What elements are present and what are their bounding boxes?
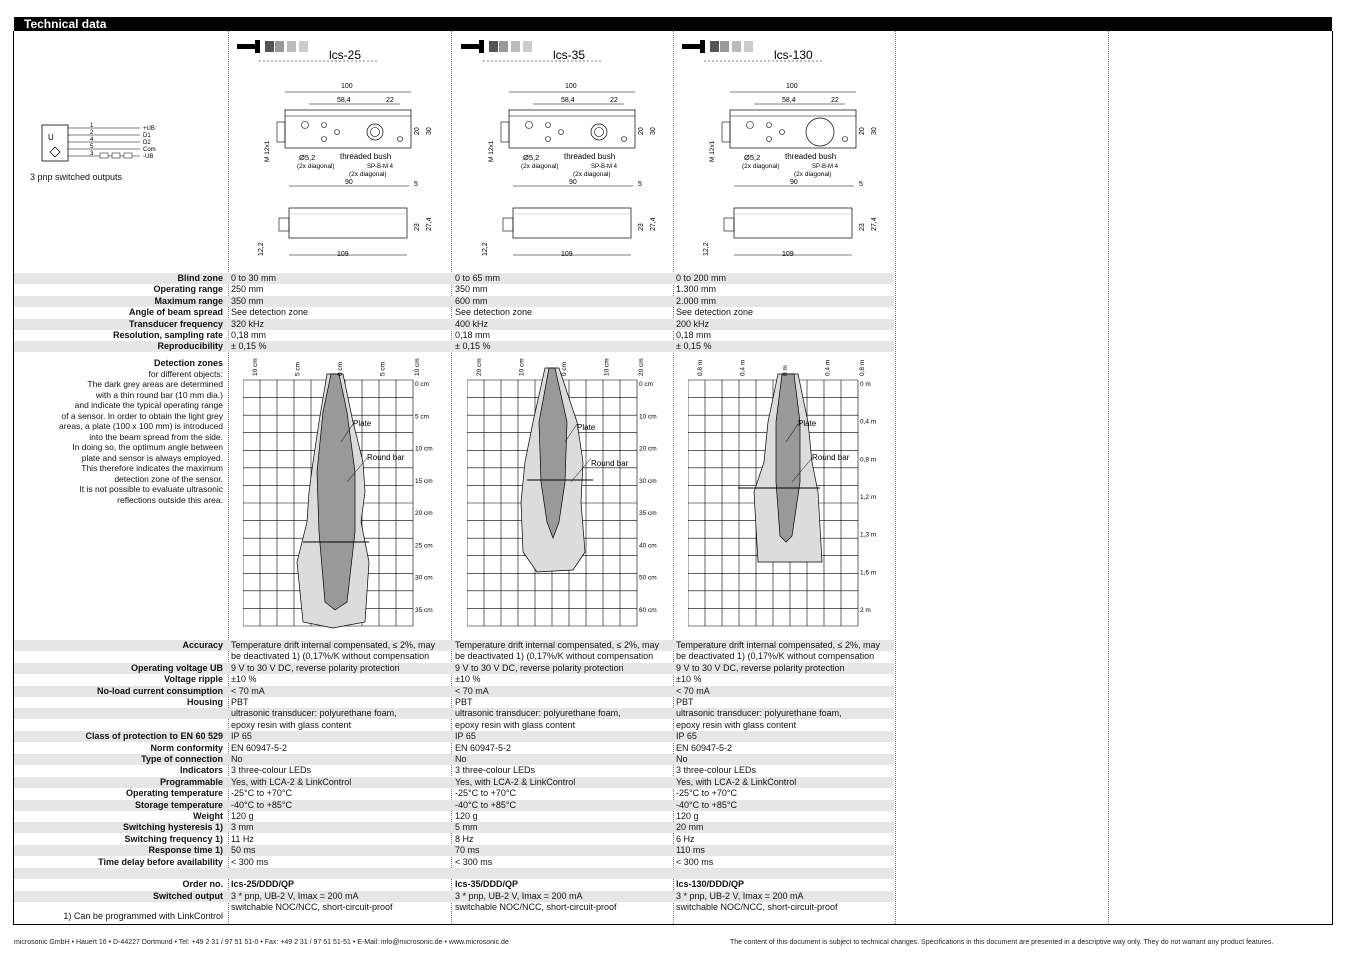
axis-tick-label: 10 cm bbox=[518, 358, 526, 376]
spec-value: Yes, with LCA-2 & LinkControl bbox=[231, 776, 352, 787]
pin-label: 2 bbox=[90, 130, 94, 136]
spec-value: 120 g bbox=[455, 811, 478, 821]
axis-tick-label: 50 cm bbox=[639, 574, 657, 582]
spec-row bbox=[14, 777, 894, 788]
spec-row bbox=[14, 743, 894, 754]
dimension-label: 22 bbox=[831, 97, 839, 104]
axis-tick-label: 5 cm bbox=[294, 361, 302, 376]
spec-value: < 300 ms bbox=[231, 856, 269, 867]
dimension-label: 22 bbox=[386, 97, 394, 104]
spec-value: 350 mm bbox=[455, 284, 488, 295]
axis-tick-label: 0,4 m bbox=[860, 418, 877, 426]
spec-value: lcs-35/DDD/QP bbox=[455, 879, 519, 890]
detection-text-line: The dark grey areas are determined bbox=[87, 379, 223, 389]
spec-row bbox=[14, 708, 894, 719]
spec-row bbox=[14, 720, 894, 731]
dimension-label: 100 bbox=[565, 83, 577, 90]
axis-tick-label: 35 cm bbox=[415, 607, 433, 614]
spec-row bbox=[14, 857, 894, 868]
sensor-icon bbox=[237, 44, 255, 49]
axis-tick-label: 10 cm bbox=[415, 445, 433, 453]
pin-label: 3 bbox=[90, 151, 94, 157]
spec-value: 120 g bbox=[231, 811, 254, 821]
spec-value: be deactivated 1) (0,17%/K without compensation bbox=[231, 651, 430, 662]
dimension-label: Ø5,2 bbox=[299, 153, 316, 162]
spec-value: IP 65 bbox=[676, 731, 697, 742]
detection-description bbox=[30, 358, 223, 505]
dimension-label: (2x diagonal) bbox=[349, 171, 387, 178]
dimension-label: 23 bbox=[414, 223, 421, 231]
spec-value: 0,18 mm bbox=[455, 330, 491, 340]
dimension-label: threaded bush bbox=[564, 152, 616, 161]
spec-value: ultrasonic transducer: polyurethane foam, bbox=[231, 708, 397, 719]
spec-value: No bbox=[676, 754, 688, 764]
dimension-label: SP-B-M 4 bbox=[367, 164, 394, 170]
spec-label: Switching frequency 1) bbox=[124, 833, 223, 844]
detection-zone-chart bbox=[243, 352, 463, 632]
spec-value: 5 mm bbox=[455, 822, 478, 833]
dimension-label: 12,2 bbox=[703, 242, 710, 256]
spec-label: Voltage ripple bbox=[164, 674, 223, 685]
plate-annotation: Plate bbox=[577, 423, 596, 432]
dimension-label: 100 bbox=[341, 83, 353, 90]
dimension-label: 100 bbox=[786, 83, 798, 90]
axis-tick-label: 0 cm bbox=[561, 361, 568, 376]
axis-tick-label: 0 cm bbox=[415, 381, 430, 388]
spec-value: 0 to 200 mm bbox=[676, 273, 727, 283]
spec-value: Temperature drift internal compensated, ≤ 2%, may bbox=[455, 640, 660, 650]
spec-value: 600 mm bbox=[455, 295, 488, 306]
dimension-label: 90 bbox=[569, 179, 577, 186]
spec-label: Switching hysteresis 1) bbox=[122, 822, 223, 833]
spec-value: epoxy resin with glass content bbox=[231, 719, 352, 730]
dimension-label: 23 bbox=[859, 223, 866, 231]
spec-value: -25°C to +70°C bbox=[676, 788, 737, 799]
spec-value: 3 * pnp, UB-2 V, Imax = 200 mA bbox=[231, 890, 359, 901]
top-view bbox=[277, 110, 411, 148]
model-label: lcs-35 bbox=[553, 48, 586, 62]
footer-disclaimer: The content of this document is subject to technical changes. Specifications in this document are presented in a descriptive way only. They do not warrant any product features. bbox=[730, 939, 1274, 946]
axis-tick-label: 0 cm bbox=[639, 381, 654, 388]
spec-value: See detection zone bbox=[455, 307, 533, 318]
spec-row bbox=[14, 731, 894, 742]
spec-row bbox=[14, 296, 894, 307]
spec-label: Blind zone bbox=[177, 273, 223, 283]
axis-tick-label: 20 cm bbox=[639, 445, 657, 453]
detection-text-line: detection zone of the sensor. bbox=[114, 473, 223, 484]
spec-value: 3 * pnp, UB-2 V, Imax = 200 mA bbox=[455, 890, 583, 901]
spec-row bbox=[14, 845, 894, 856]
axis-tick-label: 5 cm bbox=[379, 361, 387, 376]
spec-label: Programmable bbox=[159, 776, 223, 787]
axis-tick-label: 20 cm bbox=[638, 358, 645, 376]
schematic-box-label: U bbox=[48, 133, 54, 142]
spec-value: switchable NOC/NCC, short-circuit-proof bbox=[455, 902, 617, 913]
detection-text-line: and indicate the typical operating range bbox=[74, 400, 223, 410]
dimension-label: 12,2 bbox=[482, 242, 489, 256]
spec-value: IP 65 bbox=[231, 731, 252, 742]
dimension-label: (2x diagonal) bbox=[794, 171, 832, 178]
dimension-label: threaded bush bbox=[340, 152, 392, 161]
spec-row bbox=[14, 868, 894, 879]
dimension-label: 5 bbox=[859, 181, 863, 188]
signal-label: Com bbox=[143, 147, 156, 153]
spec-label: Storage temperature bbox=[134, 799, 223, 810]
spec-value: lcs-130/DDD/QP bbox=[676, 879, 745, 890]
spec-value: 3 mm bbox=[231, 822, 254, 833]
page-title: Technical data bbox=[24, 17, 107, 31]
spec-row bbox=[14, 879, 894, 890]
spec-value: ± 0,15 % bbox=[231, 341, 267, 352]
axis-tick-label: 10 cm bbox=[603, 358, 611, 376]
spec-value: < 70 mA bbox=[231, 685, 265, 696]
spec-value: < 70 mA bbox=[455, 685, 489, 696]
spec-label: Operating voltage UB bbox=[130, 662, 223, 673]
spec-row bbox=[14, 754, 894, 765]
axis-tick-label: 20 cm bbox=[415, 510, 433, 518]
dimension-label: (2x diagonal) bbox=[573, 171, 611, 178]
axis-tick-label: 30 cm bbox=[415, 574, 433, 582]
detection-text-line: reflections outside this area. bbox=[117, 494, 223, 505]
spec-value: 350 mm bbox=[231, 295, 264, 306]
spec-row bbox=[14, 307, 894, 318]
dimension-label: 30 bbox=[426, 127, 433, 135]
side-view bbox=[503, 208, 631, 238]
spec-label: Weight bbox=[193, 811, 223, 821]
dimension-label: 22 bbox=[610, 97, 618, 104]
spec-value: IP 65 bbox=[455, 731, 476, 742]
spec-row bbox=[14, 891, 894, 902]
axis-tick-label: 20 cm bbox=[476, 358, 483, 376]
axis-tick-label: 60 cm bbox=[639, 607, 657, 614]
spec-label: Norm conformity bbox=[150, 742, 223, 753]
axis-tick-label: 0,4 m bbox=[739, 359, 747, 376]
dimension-label: 109 bbox=[337, 251, 349, 258]
spec-value: PBT bbox=[676, 697, 694, 707]
axis-tick-label: 10 cm bbox=[639, 413, 657, 421]
schematic-caption: 3 pnp switched outputs bbox=[30, 172, 123, 182]
dimension-label: 90 bbox=[345, 179, 353, 186]
spec-label: Operating temperature bbox=[125, 788, 223, 799]
spec-value: 3 three-colour LEDs bbox=[676, 765, 757, 776]
axis-tick-label: 1,3 m bbox=[860, 531, 877, 539]
spec-label: Accuracy bbox=[182, 640, 223, 650]
detection-zone-chart bbox=[467, 352, 687, 632]
axis-tick-label: 15 cm bbox=[415, 477, 433, 485]
detection-heading: Detection zones bbox=[153, 358, 223, 368]
spec-row bbox=[14, 284, 894, 295]
spec-value: 9 V to 30 V DC, reverse polarity protection bbox=[455, 662, 624, 673]
dimension-label: 30 bbox=[871, 127, 878, 135]
dimension-drawing bbox=[237, 38, 452, 268]
spec-value: ± 0,15 % bbox=[676, 341, 712, 352]
axis-tick-label: 25 cm bbox=[415, 542, 433, 550]
signal-label: +UB bbox=[143, 126, 155, 132]
spec-value: 0,18 mm bbox=[676, 330, 712, 340]
spec-value: < 70 mA bbox=[676, 685, 710, 696]
dimension-label: (2x diagonal) bbox=[521, 163, 559, 170]
spec-row bbox=[14, 788, 894, 799]
detection-text-line: areas, a plate (100 x 100 mm) is introduced bbox=[59, 421, 223, 431]
spec-value: PBT bbox=[455, 697, 473, 707]
spec-value: < 300 ms bbox=[455, 856, 493, 867]
dimension-label: 20 bbox=[859, 127, 866, 135]
axis-tick-label: 1,2 m bbox=[860, 494, 877, 501]
signal-label: -UB bbox=[143, 154, 154, 160]
axis-tick-label: 0,8 m bbox=[697, 359, 704, 376]
spec-value: ultrasonic transducer: polyurethane foam, bbox=[455, 708, 621, 719]
spec-row bbox=[14, 651, 894, 662]
spec-value: EN 60947-5-2 bbox=[231, 742, 288, 753]
spec-value: 2.000 mm bbox=[676, 295, 717, 306]
header-bar bbox=[14, 17, 1332, 31]
pin-label: 5 bbox=[90, 144, 94, 150]
dimension-label: SP-B-M 4 bbox=[591, 164, 618, 170]
spec-label: Transducer frequency bbox=[128, 318, 223, 329]
detection-text-line: into the beam spread from the side. bbox=[89, 431, 223, 442]
dimension-label: 109 bbox=[782, 251, 794, 258]
spec-value: epoxy resin with glass content bbox=[455, 719, 576, 730]
axis-tick-label: 0 m bbox=[860, 381, 871, 388]
dimension-label: 58,4 bbox=[782, 97, 796, 104]
column-divider bbox=[1108, 31, 1109, 924]
dimension-label: 30 bbox=[650, 127, 657, 135]
dimension-label: M 12x1 bbox=[264, 140, 271, 162]
spec-value: 9 V to 30 V DC, reverse polarity protection bbox=[231, 662, 400, 673]
spec-value: 320 kHz bbox=[231, 318, 265, 329]
plate-annotation: Plate bbox=[798, 419, 817, 428]
dimension-label: (2x diagonal) bbox=[297, 163, 335, 170]
spec-value: ±10 % bbox=[455, 674, 481, 685]
top-view bbox=[722, 110, 856, 148]
spec-label: Indicators bbox=[179, 765, 223, 776]
spec-row bbox=[14, 686, 894, 697]
detection-text-line: plate and sensor is always employed. bbox=[81, 452, 223, 463]
signal-label: D2 bbox=[143, 140, 151, 146]
plate-annotation: Plate bbox=[353, 419, 372, 428]
dimension-label: 27,4 bbox=[426, 217, 433, 231]
spec-value: be deactivated 1) (0,17%/K without compensation bbox=[676, 651, 875, 662]
spec-label: Time delay before availability bbox=[98, 856, 223, 867]
dimension-label: 58,4 bbox=[561, 97, 575, 104]
spec-value: ultrasonic transducer: polyurethane foam, bbox=[676, 708, 842, 719]
footnote: 1) Can be programmed with LinkControl bbox=[63, 911, 223, 921]
spec-value: Temperature drift internal compensated, ≤ 2%, may bbox=[231, 640, 436, 650]
dimension-label: M 12x1 bbox=[488, 140, 495, 162]
dimension-label: 20 bbox=[414, 127, 421, 135]
model-label: lcs-25 bbox=[329, 48, 362, 62]
footer-contact: microsonic GmbH • Hauert 16 • D-44227 Dortmund • Tel: +49 2 31 / 97 51 51-0 • Fax: +49 2 31 / 97 51 51-51 • E-Mail: info@microsonic.de • www.microsonic.de bbox=[14, 939, 509, 946]
spec-value: ±10 % bbox=[676, 674, 702, 685]
spec-value: switchable NOC/NCC, short-circuit-proof bbox=[676, 902, 838, 913]
axis-tick-label: 0 m bbox=[782, 365, 789, 376]
spec-value: ±10 % bbox=[231, 674, 257, 685]
axis-tick-label: 0,4 m bbox=[824, 359, 832, 376]
axis-tick-label: 1,6 m bbox=[860, 569, 877, 577]
spec-value: ± 0,15 % bbox=[455, 341, 491, 352]
spec-value: Yes, with LCA-2 & LinkControl bbox=[455, 776, 576, 787]
dimension-drawing bbox=[682, 38, 897, 268]
dimension-label: 12,2 bbox=[258, 242, 265, 256]
signal-label: D1 bbox=[143, 133, 151, 139]
dimension-label: (2x diagonal) bbox=[742, 163, 780, 170]
spec-value: -40°C to +85°C bbox=[455, 799, 516, 810]
spec-row bbox=[14, 330, 894, 341]
model-label: lcs-130 bbox=[774, 48, 813, 62]
spec-value: be deactivated 1) (0,17%/K without compensation bbox=[455, 651, 654, 662]
spec-value: 3 * pnp, UB-2 V, Imax = 200 mA bbox=[676, 890, 804, 901]
round-bar-annotation: Round bar bbox=[367, 453, 405, 462]
spec-value: Temperature drift internal compensated, ≤ 2%, may bbox=[676, 640, 881, 650]
spec-row bbox=[14, 273, 894, 284]
spec-label: Reproducibility bbox=[157, 341, 223, 352]
axis-tick-label: 0,8 m bbox=[859, 359, 866, 376]
spec-value: lcs-25/DDD/QP bbox=[231, 879, 295, 890]
spec-row bbox=[14, 834, 894, 845]
spec-value: 1.300 mm bbox=[676, 284, 717, 295]
axis-tick-label: 40 cm bbox=[639, 542, 657, 550]
spec-value: -40°C to +85°C bbox=[231, 799, 292, 810]
pin-label: 1 bbox=[90, 123, 94, 129]
spec-value: -25°C to +70°C bbox=[455, 788, 516, 799]
spec-label: Type of connection bbox=[141, 754, 223, 764]
spec-value: epoxy resin with glass content bbox=[676, 719, 797, 730]
spec-value: EN 60947-5-2 bbox=[455, 742, 512, 753]
detection-text-line: It is not possible to evaluate ultrasonic bbox=[79, 484, 223, 494]
spec-row bbox=[14, 697, 894, 708]
detection-text-line: for different objects: bbox=[148, 368, 223, 379]
dimension-label: SP-B-M 4 bbox=[812, 164, 839, 170]
spec-value: 0 to 30 mm bbox=[231, 273, 277, 283]
detection-text-line: This therefore indicates the maximum bbox=[81, 463, 223, 473]
spec-value: EN 60947-5-2 bbox=[676, 742, 733, 753]
spec-label: Housing bbox=[187, 697, 223, 707]
dimension-label: Ø5,2 bbox=[744, 153, 761, 162]
spec-value: 3 three-colour LEDs bbox=[231, 765, 312, 776]
spec-value: 11 Hz bbox=[231, 833, 254, 844]
dimension-label: 90 bbox=[790, 179, 798, 186]
detection-text-line: In doing so, the optimum angle between bbox=[72, 442, 223, 452]
dimension-label: threaded bush bbox=[785, 152, 837, 161]
axis-tick-label: 0 cm bbox=[337, 361, 344, 376]
spec-row bbox=[14, 811, 894, 822]
connection-schematic bbox=[30, 120, 170, 170]
spec-value: Yes, with LCA-2 & LinkControl bbox=[676, 776, 797, 787]
spec-label: Class of protection to EN 60 529 bbox=[85, 731, 223, 742]
spec-label: Maximum range bbox=[154, 295, 223, 306]
spec-value: 250 mm bbox=[231, 284, 264, 295]
spec-value: < 300 ms bbox=[676, 856, 714, 867]
spec-value: 120 g bbox=[676, 811, 699, 821]
dimension-label: 23 bbox=[638, 223, 645, 231]
axis-tick-label: 2 m bbox=[860, 607, 871, 614]
detection-text-line: with a thin round bar (10 mm dia.) bbox=[95, 389, 223, 400]
spec-value: 20 mm bbox=[676, 822, 704, 833]
axis-tick-label: 10 cm bbox=[252, 358, 259, 376]
spec-value: See detection zone bbox=[676, 307, 754, 318]
dimension-label: 20 bbox=[638, 127, 645, 135]
spec-value: No bbox=[455, 754, 467, 764]
round-bar-annotation: Round bar bbox=[812, 453, 850, 462]
spec-label: Response time 1) bbox=[148, 845, 223, 856]
spec-row bbox=[14, 640, 894, 651]
axis-tick-label: 5 cm bbox=[415, 413, 430, 421]
spec-row bbox=[14, 341, 894, 352]
spec-value: 50 ms bbox=[231, 845, 256, 856]
dimension-label: 5 bbox=[414, 181, 418, 188]
pin-label: 4 bbox=[90, 137, 94, 143]
spec-row bbox=[14, 674, 894, 685]
spec-label: Switched output bbox=[153, 890, 223, 901]
spec-value: 0 to 65 mm bbox=[455, 273, 501, 283]
spec-value: PBT bbox=[231, 697, 249, 707]
detection-zone-chart bbox=[688, 352, 908, 632]
spec-value: switchable NOC/NCC, short-circuit-proof bbox=[231, 902, 393, 913]
top-view bbox=[501, 110, 635, 148]
round-bar-annotation: Round bar bbox=[591, 459, 629, 468]
dimension-drawing bbox=[461, 38, 676, 268]
spec-value: 0,18 mm bbox=[231, 330, 267, 340]
axis-tick-label: 0,8 m bbox=[860, 456, 877, 464]
spec-label: No-load current consumption bbox=[97, 685, 223, 696]
spec-value: No bbox=[231, 754, 243, 764]
side-view bbox=[724, 208, 852, 238]
spec-label: Angle of beam spread bbox=[128, 307, 223, 318]
spec-row bbox=[14, 319, 894, 330]
dimension-label: M 12x1 bbox=[709, 140, 716, 162]
spec-value: 110 ms bbox=[676, 845, 705, 856]
axis-tick-label: 35 cm bbox=[639, 510, 657, 518]
spec-value: 9 V to 30 V DC, reverse polarity protection bbox=[676, 662, 845, 673]
dimension-label: 58,4 bbox=[337, 97, 351, 104]
spec-label: Resolution, sampling rate bbox=[112, 330, 223, 340]
dimension-label: 27,4 bbox=[650, 217, 657, 231]
dimension-label: 5 bbox=[638, 181, 642, 188]
dimension-label: 27,4 bbox=[871, 217, 878, 231]
spec-value: -40°C to +85°C bbox=[676, 799, 737, 810]
sensor-icon bbox=[682, 44, 700, 49]
spec-value: 400 kHz bbox=[455, 318, 489, 329]
spec-row bbox=[14, 765, 894, 776]
spec-label: Operating range bbox=[153, 284, 223, 295]
spec-row bbox=[14, 822, 894, 833]
axis-tick-label: 30 cm bbox=[639, 477, 657, 485]
sensor-icon bbox=[461, 44, 479, 49]
side-view bbox=[279, 208, 407, 238]
spec-value: 8 Hz bbox=[455, 833, 474, 844]
dimension-label: 109 bbox=[561, 251, 573, 258]
spec-value: 6 Hz bbox=[676, 833, 695, 844]
dimension-label: Ø5,2 bbox=[523, 153, 540, 162]
spec-value: See detection zone bbox=[231, 307, 309, 318]
spec-row bbox=[14, 663, 894, 674]
axis-tick-label: 10 cm bbox=[414, 358, 421, 376]
spec-label: Order no. bbox=[182, 879, 223, 890]
spec-value: 70 ms bbox=[455, 845, 480, 856]
spec-row bbox=[14, 800, 894, 811]
spec-value: 200 kHz bbox=[676, 318, 710, 329]
detection-text-line: of a sensor. In order to obtain the light grey bbox=[61, 410, 223, 421]
spec-value: 3 three-colour LEDs bbox=[455, 765, 536, 776]
spec-value: -25°C to +70°C bbox=[231, 788, 292, 799]
